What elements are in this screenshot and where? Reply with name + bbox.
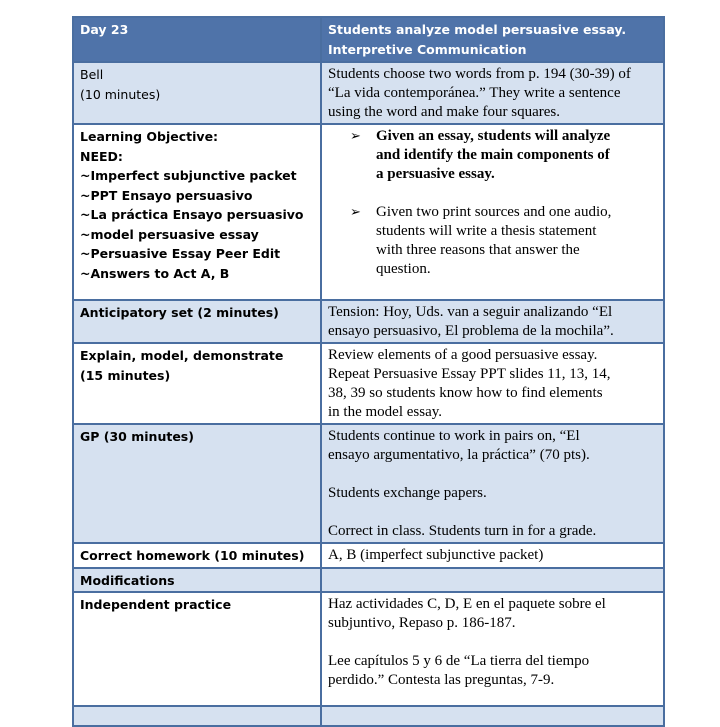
label-line: Learning Objective: bbox=[80, 129, 219, 144]
content-line: Students choose two words from p. 194 (30-39) of bbox=[328, 66, 631, 82]
spacer bbox=[328, 633, 657, 652]
independent-content-cell bbox=[321, 592, 664, 706]
label-line: (15 minutes) bbox=[80, 367, 171, 383]
content-line: subjuntivo, Repaso p. 186-187. bbox=[328, 615, 516, 631]
empty-row bbox=[73, 706, 664, 726]
content-line: Correct in class. Students turn in for a grade. bbox=[328, 523, 597, 539]
label-line: ~model persuasive essay bbox=[80, 226, 259, 242]
spacer bbox=[328, 465, 657, 484]
content-line: Students exchange papers. bbox=[328, 485, 487, 501]
modifications-row bbox=[73, 568, 664, 593]
independent-label-cell bbox=[73, 592, 321, 706]
content-line: Haz actividades C, D, E en el paquete sobre el bbox=[328, 596, 606, 612]
label-line: ~PPT Ensayo persuasivo bbox=[80, 187, 253, 203]
header-row bbox=[73, 17, 664, 62]
anticipatory-content-cell bbox=[321, 300, 664, 343]
empty-cell bbox=[73, 706, 321, 726]
content-line: Students continue to work in pairs on, “El bbox=[328, 428, 580, 444]
homework-content-cell bbox=[321, 543, 664, 568]
objective-line: question. bbox=[376, 261, 431, 277]
label-line: ~Persuasive Essay Peer Edit bbox=[80, 246, 281, 261]
label-line: ~Answers to Act A, B bbox=[80, 265, 230, 281]
objective-line: with three reasons that answer the bbox=[376, 242, 580, 258]
content-line: ensayo persuasivo, El problema de la mochila”. bbox=[328, 323, 614, 339]
objective-line: Given two print sources and one audio, bbox=[376, 204, 612, 220]
arrow-bullet-icon: ➢ bbox=[350, 129, 361, 144]
content-line: Tension: Hoy, Uds. van a seguir analizando “El bbox=[328, 304, 613, 320]
bell-label-cell bbox=[73, 62, 321, 124]
homework-label-cell bbox=[73, 543, 321, 568]
lesson-title-line: Students analyze model persuasive essay. bbox=[328, 22, 627, 37]
objective-line: students will write a thesis statement bbox=[376, 223, 597, 239]
bell-row bbox=[73, 62, 664, 124]
independent-practice-row bbox=[73, 592, 664, 706]
modifications-label-cell bbox=[73, 568, 321, 593]
spacer bbox=[328, 503, 657, 522]
objective-line: Given an essay, students will analyze bbox=[376, 128, 611, 144]
explain-row bbox=[73, 343, 664, 424]
objective-content-cell bbox=[321, 124, 664, 300]
anticipatory-row bbox=[73, 300, 664, 343]
day-label: Day 23 bbox=[80, 22, 129, 37]
label-line: Explain, model, demonstrate bbox=[80, 348, 284, 363]
label-line: Modifications bbox=[80, 572, 175, 588]
explain-content-cell bbox=[321, 343, 664, 424]
label-line: GP (30 minutes) bbox=[80, 429, 194, 444]
label-line: ~Imperfect subjunctive packet bbox=[80, 168, 297, 183]
explain-label-cell bbox=[73, 343, 321, 424]
gp-content-cell bbox=[321, 424, 664, 543]
objective-line: and identify the main components of bbox=[376, 147, 610, 163]
label-line: Independent practice bbox=[80, 597, 232, 612]
content-line: 38, 39 so students know how to find elements bbox=[328, 385, 603, 401]
empty-cell bbox=[321, 706, 664, 726]
spacer bbox=[328, 184, 657, 203]
content-line: ensayo argumentativo, la práctica” (70 pts). bbox=[328, 447, 590, 463]
objective-line: a persuasive essay. bbox=[376, 166, 495, 182]
objective-label-cell bbox=[73, 124, 321, 300]
label-line: Anticipatory set (2 minutes) bbox=[80, 305, 279, 320]
label-line: Bell bbox=[80, 67, 104, 82]
label-line: Correct homework (10 minutes) bbox=[80, 548, 305, 563]
objective-list bbox=[328, 127, 657, 279]
content-line: perdido.” Contesta las preguntas, 7-9. bbox=[328, 672, 555, 688]
lesson-plan-table bbox=[72, 16, 665, 727]
label-line: (10 minutes) bbox=[80, 86, 161, 102]
day-cell bbox=[73, 17, 321, 62]
content-line: A, B (imperfect subjunctive packet) bbox=[328, 547, 544, 563]
lesson-title-cell bbox=[321, 17, 664, 62]
content-line: in the model essay. bbox=[328, 404, 443, 420]
content-line: Lee capítulos 5 y 6 de “La tierra del tiempo bbox=[328, 653, 590, 669]
lesson-title-line: Interpretive Communication bbox=[328, 42, 527, 57]
gp-label-cell bbox=[73, 424, 321, 543]
objective-row bbox=[73, 124, 664, 300]
content-line: Review elements of a good persuasive essay. bbox=[328, 347, 598, 363]
modifications-content-cell bbox=[321, 568, 664, 593]
homework-row bbox=[73, 543, 664, 568]
objective-item bbox=[328, 127, 657, 184]
content-line: “La vida contemporánea.” They write a sentence bbox=[328, 85, 621, 101]
bell-content-cell bbox=[321, 62, 664, 124]
arrow-bullet-icon: ➢ bbox=[350, 205, 361, 220]
content-line: using the word and make four squares. bbox=[328, 104, 561, 120]
label-line: ~La práctica Ensayo persuasivo bbox=[80, 207, 304, 222]
label-line: NEED: bbox=[80, 148, 123, 164]
content-line: Repeat Persuasive Essay PPT slides 11, 13, 14, bbox=[328, 366, 611, 382]
anticipatory-label-cell bbox=[73, 300, 321, 343]
gp-row bbox=[73, 424, 664, 543]
objective-item bbox=[328, 203, 657, 279]
